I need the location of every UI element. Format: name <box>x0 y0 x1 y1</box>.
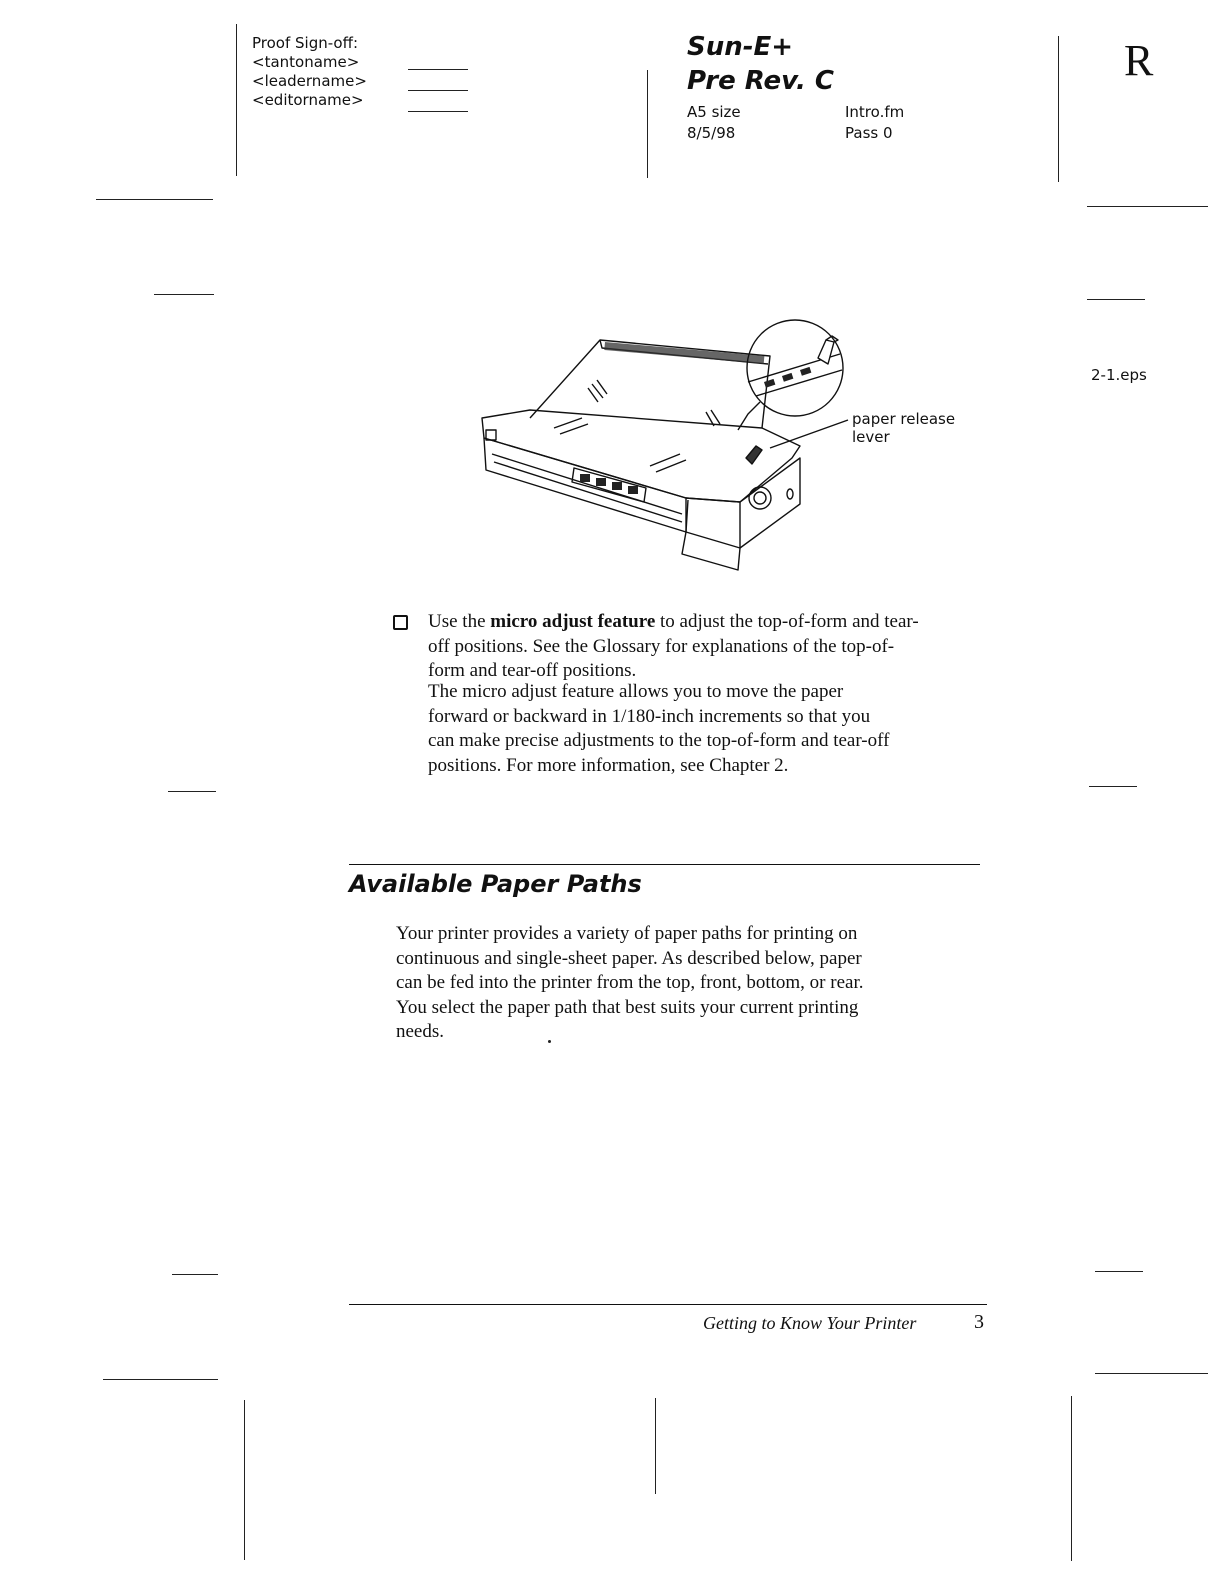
proof-signoff <box>252 34 367 110</box>
paragraph-line: The micro adjust feature allows you to move the paper <box>428 681 844 702</box>
paragraph-line: can make precise adjustments to the top-of-form and tear-off <box>428 730 890 751</box>
leadername: <leadername> <box>252 72 367 90</box>
crop-mark <box>655 1398 656 1494</box>
bullet-item <box>428 610 919 684</box>
bullet-text-pre: Use the <box>428 611 491 632</box>
crop-mark <box>1087 206 1208 207</box>
crop-mark <box>168 791 216 792</box>
running-footer-title: Getting to Know Your Printer <box>703 1313 917 1333</box>
crop-mark <box>236 24 237 176</box>
crop-mark <box>172 1274 218 1275</box>
callout-line-2: lever <box>852 428 890 446</box>
paragraph-line: Your printer provides a variety of paper paths for printing on <box>396 923 858 944</box>
signature-line <box>408 90 468 91</box>
crop-mark <box>244 1400 245 1560</box>
figure-callout <box>852 410 955 446</box>
crop-mark <box>647 70 648 178</box>
crop-mark <box>1095 1271 1143 1272</box>
doc-pass: Pass 0 <box>845 124 893 142</box>
project-revision: Pre Rev. C <box>687 66 834 96</box>
doc-size: A5 size <box>687 103 741 121</box>
paragraph-line: You select the paper path that best suits your current printing <box>396 996 859 1018</box>
paragraph-line: needs. <box>396 1021 445 1042</box>
paper-paths-paragraph <box>396 922 863 1045</box>
editorname: <editorname> <box>252 91 364 109</box>
bullet-line-3: form and tear-off positions. <box>428 660 637 681</box>
figure-filename: 2-1.eps <box>1091 366 1147 384</box>
project-name: Sun-E+ <box>687 32 794 62</box>
micro-adjust-paragraph <box>428 680 889 778</box>
bullet-text-post: to adjust the top-of-form and tear- <box>655 611 919 632</box>
page-number: 3 <box>974 1311 984 1333</box>
corner-mark: R <box>1124 36 1154 85</box>
paragraph-line: continuous and single-sheet paper. As described below, paper <box>396 947 862 969</box>
section-rule <box>349 864 980 865</box>
crop-mark <box>154 294 214 295</box>
callout-line-1: paper release <box>852 410 956 428</box>
crop-mark <box>96 199 213 200</box>
paragraph-line: can be fed into the printer from the top, front, bottom, or rear. <box>396 972 864 993</box>
crop-mark <box>103 1379 218 1380</box>
doc-file: Intro.fm <box>845 103 905 121</box>
project-title <box>687 30 834 98</box>
bullet-line-1 <box>428 610 919 635</box>
crop-mark <box>1089 786 1137 787</box>
crop-mark <box>1087 299 1145 300</box>
footer-rule <box>349 1304 987 1305</box>
proof-signoff-label: Proof Sign-off: <box>252 34 358 52</box>
crop-mark <box>1058 36 1059 182</box>
crop-mark <box>1071 1396 1072 1561</box>
section-heading: Available Paper Paths <box>349 870 642 898</box>
bullet-line-2: off positions. See the Glossary for explanations of the top-of- <box>428 635 895 657</box>
crop-mark <box>1095 1373 1208 1374</box>
bullet-text-bold: micro adjust feature <box>490 611 656 632</box>
signature-line <box>408 69 468 70</box>
signature-line <box>408 111 468 112</box>
paragraph-line: forward or backward in 1/180-inch increments so that you <box>428 705 871 727</box>
tantoname: <tantoname> <box>252 53 360 71</box>
bullet-marker <box>393 615 408 630</box>
doc-date: 8/5/98 <box>687 124 736 142</box>
paragraph-line: positions. For more information, see Chapter 2. <box>428 754 789 776</box>
printer-illustration <box>470 318 850 578</box>
stray-dot <box>548 1040 551 1043</box>
